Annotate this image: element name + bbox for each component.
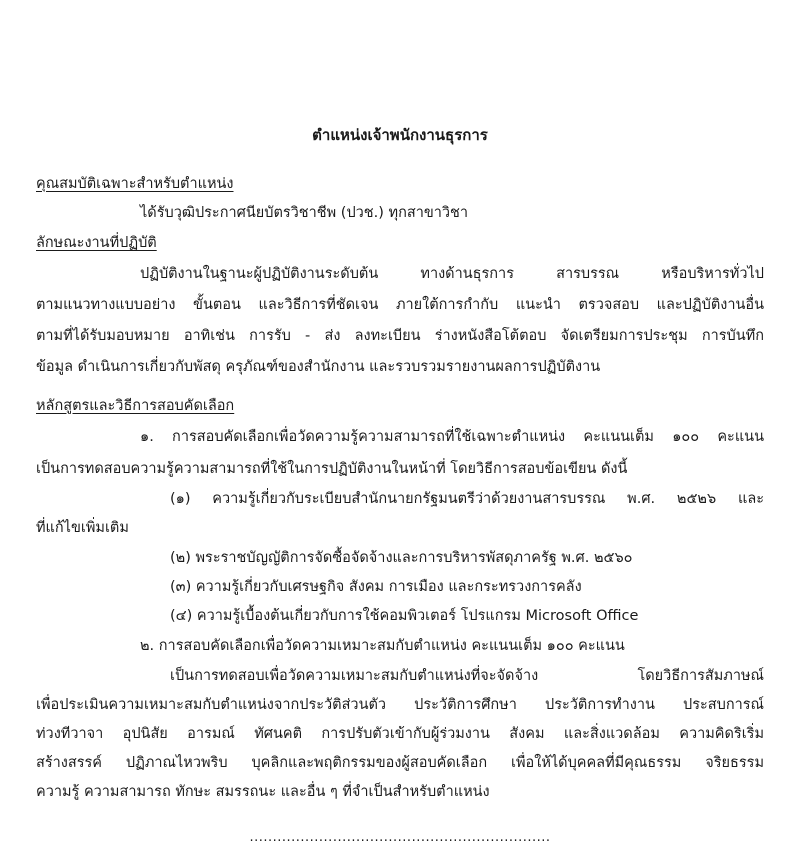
selection-part2-line: เพื่อประเมินความเหมาะสมกับตำแหน่งจากประวัติส่วนตัว ประวัติการศึกษา ประวัติการทำงาน ประสบการณ์: [36, 697, 764, 713]
job-nature-line: ปฏิบัติงานในฐานะผู้ปฏิบัติงานระดับต้น ทางด้านธุรการ สารบรรณ หรือบริหารทั่วไป: [140, 266, 764, 282]
selection-part2-line: เป็นการทดสอบเพื่อวัดความเหมาะสมกับตำแหน่งที่จะจัดจ้าง โดยวิธีการสัมภาษณ์: [170, 668, 764, 684]
selection-part2-line: สร้างสรรค์ ปฏิภาณไหวพริบ บุคลิกและพฤติกรรมของผู้สอบคัดเลือก เพื่อให้ได้บุคคลที่มีคุณธรรม จริยธรรม: [36, 755, 764, 771]
exam-item-3: (๓) ความรู้เกี่ยวกับเศรษฐกิจ สังคม การเมือง และกระทรวงการคลัง: [170, 579, 582, 595]
selection-part1-line: เป็นการทดสอบความรู้ความสามารถที่ใช้ในการปฏิบัติงานในหน้าที่ โดยวิธีการสอบข้อเขียน ดังนี้: [36, 461, 628, 477]
selection-part2-title: ๒. การสอบคัดเลือกเพื่อวัดความเหมาะสมกับตำแหน่ง คะแนนเต็ม ๑๐๐ คะแนน: [140, 638, 625, 654]
job-nature-line: ตามแนวทางแบบอย่าง ขั้นตอน และวิธีการที่ชัดเจน ภายใต้การกำกับ แนะนำ ตรวจสอบ และปฏิบัติงานอื่น: [36, 297, 764, 313]
qualifications-text: ได้รับวุฒิประกาศนียบัตรวิชาชีพ (ปวช.) ทุกสาขาวิชา: [140, 205, 469, 221]
exam-item-4: (๔) ความรู้เบื้องต้นเกี่ยวกับการใช้คอมพิวเตอร์ โปรแกรม Microsoft Office: [170, 608, 639, 624]
job-nature-line: ตามที่ได้รับมอบหมาย อาทิเช่น การรับ - ส่ง ลงทะเบียน ร่างหนังสือโต้ตอบ จัดเตรียมการประชุม การบันทึก: [36, 328, 764, 344]
job-nature-line: ข้อมูล ดำเนินการเกี่ยวกับพัสดุ ครุภัณฑ์ของสำนักงาน และรวบรวมรายงานผลการปฏิบัติงาน: [36, 359, 601, 375]
document-title: ตำแหน่งเจ้าพนักงานธุรการ: [312, 126, 488, 144]
selection-part2-line: ท่วงทีวาจา อุปนิสัย อารมณ์ ทัศนคติ การปรับตัวเข้ากับผู้ร่วมงาน สังคม และสิ่งแวดล้อม ความคิดริเริ่ม: [36, 726, 764, 742]
selection-heading: หลักสูตรและวิธีการสอบคัดเลือก: [36, 398, 235, 414]
selection-part1-line: ๑. การสอบคัดเลือกเพื่อวัดความรู้ความสามารถที่ใช้เฉพาะตำแหน่ง คะแนนเต็ม ๑๐๐ คะแนน: [140, 429, 764, 445]
exam-item-1: (๑) ความรู้เกี่ยวกับระเบียบสำนักนายกรัฐมนตรีว่าด้วยงานสารบรรณ พ.ศ. ๒๕๒๖ และ: [170, 491, 764, 507]
exam-item-1-cont: ที่แก้ไขเพิ่มเติม: [36, 520, 129, 536]
job-nature-heading: ลักษณะงานที่ปฏิบัติ: [36, 235, 157, 251]
footer-dotted-line: .................................................................: [249, 830, 551, 845]
selection-part2-line: ความรู้ ความสามารถ ทักษะ สมรรถนะ และอื่น ๆ ที่จำเป็นสำหรับตำแหน่ง: [36, 784, 490, 800]
exam-item-2: (๒) พระราชบัญญัติการจัดซื้อจัดจ้างและการบริหารพัสดุภาครัฐ พ.ศ. ๒๕๖๐: [170, 550, 633, 566]
qualifications-heading: คุณสมบัติเฉพาะสำหรับตำแหน่ง: [36, 176, 234, 192]
